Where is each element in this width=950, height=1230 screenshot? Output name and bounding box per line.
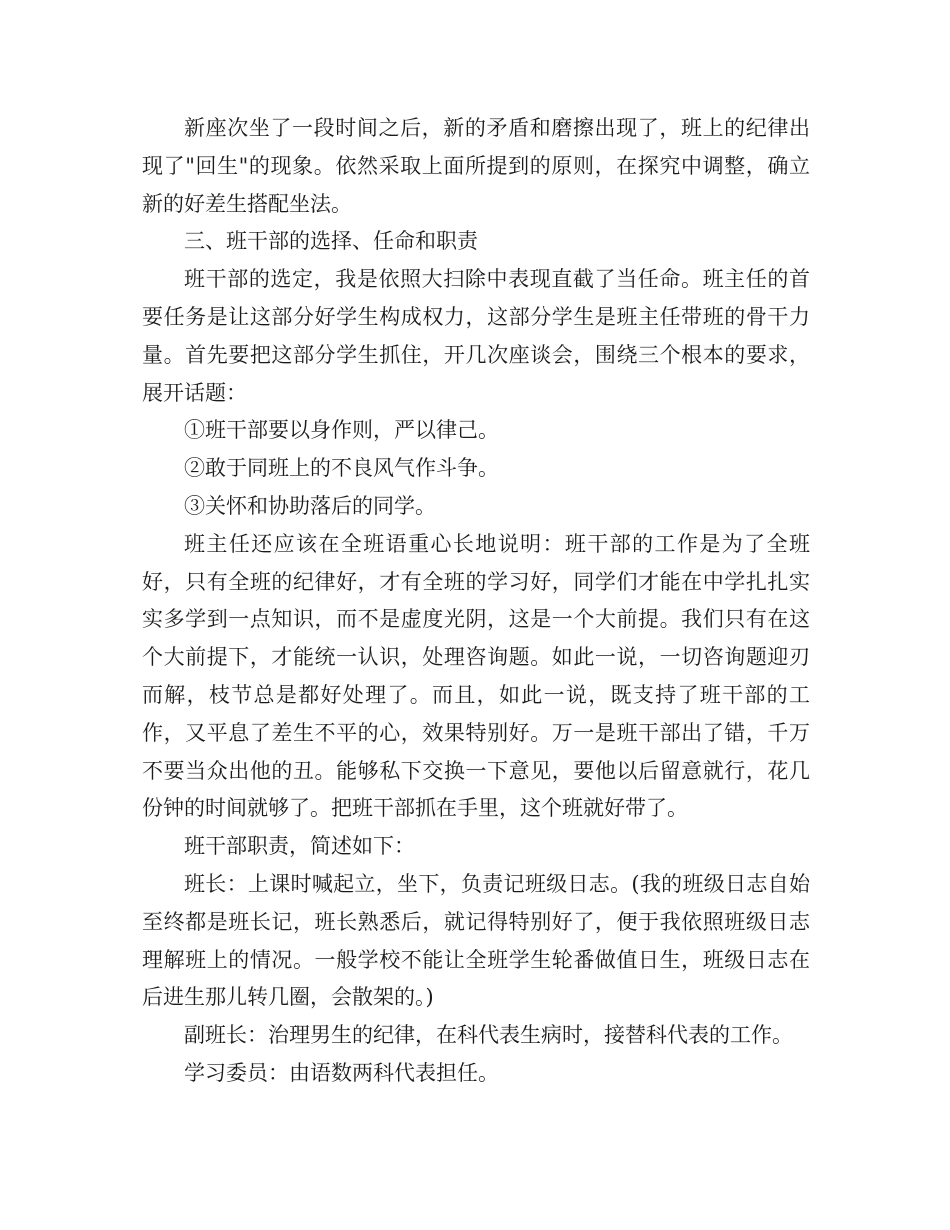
paragraph-monitor-duties: 班长：上课时喊起立，坐下，负责记班级日志。(我的班级日志自始至终都是班长记，班长熟悉后，就记得特别好了，便于我依照班级日志理解班上的情况。一般学校不能让全班学生轮番做值日生，班级日志在后进生那儿转几圈，会散架的。)	[142, 871, 810, 1010]
paragraph-duties-intro: 班干部职责，简述如下：	[184, 834, 415, 859]
section-heading-class-cadres: 三、班干部的选择、任命和职责	[184, 229, 478, 254]
paragraph-seating-adjustment: 新座次坐了一段时间之后，新的矛盾和磨擦出现了，班上的纪律出现了"回生"的现象。依然采取上面所提到的原则，在探究中调整，确立新的好差生搭配坐法。	[142, 116, 810, 216]
paragraph-cadre-selection: 班干部的选定，我是依照大扫除中表现直截了当任命。班主任的首要任务是让这部分好学生构成权力，这部分学生是班主任带班的骨干力量。首先要把这部分学生抓住，开几次座谈会，围绕三个根本的要求，展开话题：	[142, 267, 810, 405]
paragraph-vice-monitor-duties: 副班长：治理男生的纪律，在科代表生病时，接替科代表的工作。	[184, 1023, 793, 1048]
document-page	[142, 110, 810, 1093]
list-item-requirement-2: ②敢于同班上的不良风气作斗争。	[184, 456, 499, 481]
list-item-requirement-3: ③关怀和协助落后的同学。	[184, 493, 436, 518]
paragraph-study-committee-duties: 学习委员：由语数两科代表担任。	[184, 1060, 499, 1085]
list-item-requirement-1: ①班干部要以身作则，严以律己。	[184, 418, 499, 443]
paragraph-teacher-explanation: 班主任还应该在全班语重心长地说明：班干部的工作是为了全班好，只有全班的纪律好，才有全班的学习好，同学们才能在中学扎扎实实多学到一点知识，而不是虚度光阴，这是一个大前提。我们只有在这个大前提下，才能统一认识，处理咨询题。如此一说，一切咨询题迎刃而解，枝节总是都好处理了。而且，如此一说，既支持了班干部的工作，又平息了差生不平的心，效果特别好。万一是班干部出了错，千万不要当众出他的丑。能够私下交换一下意见，要他以后留意就行，花几份钟的时间就够了。把班干部抓在手里，这个班就好带了。	[142, 531, 810, 821]
